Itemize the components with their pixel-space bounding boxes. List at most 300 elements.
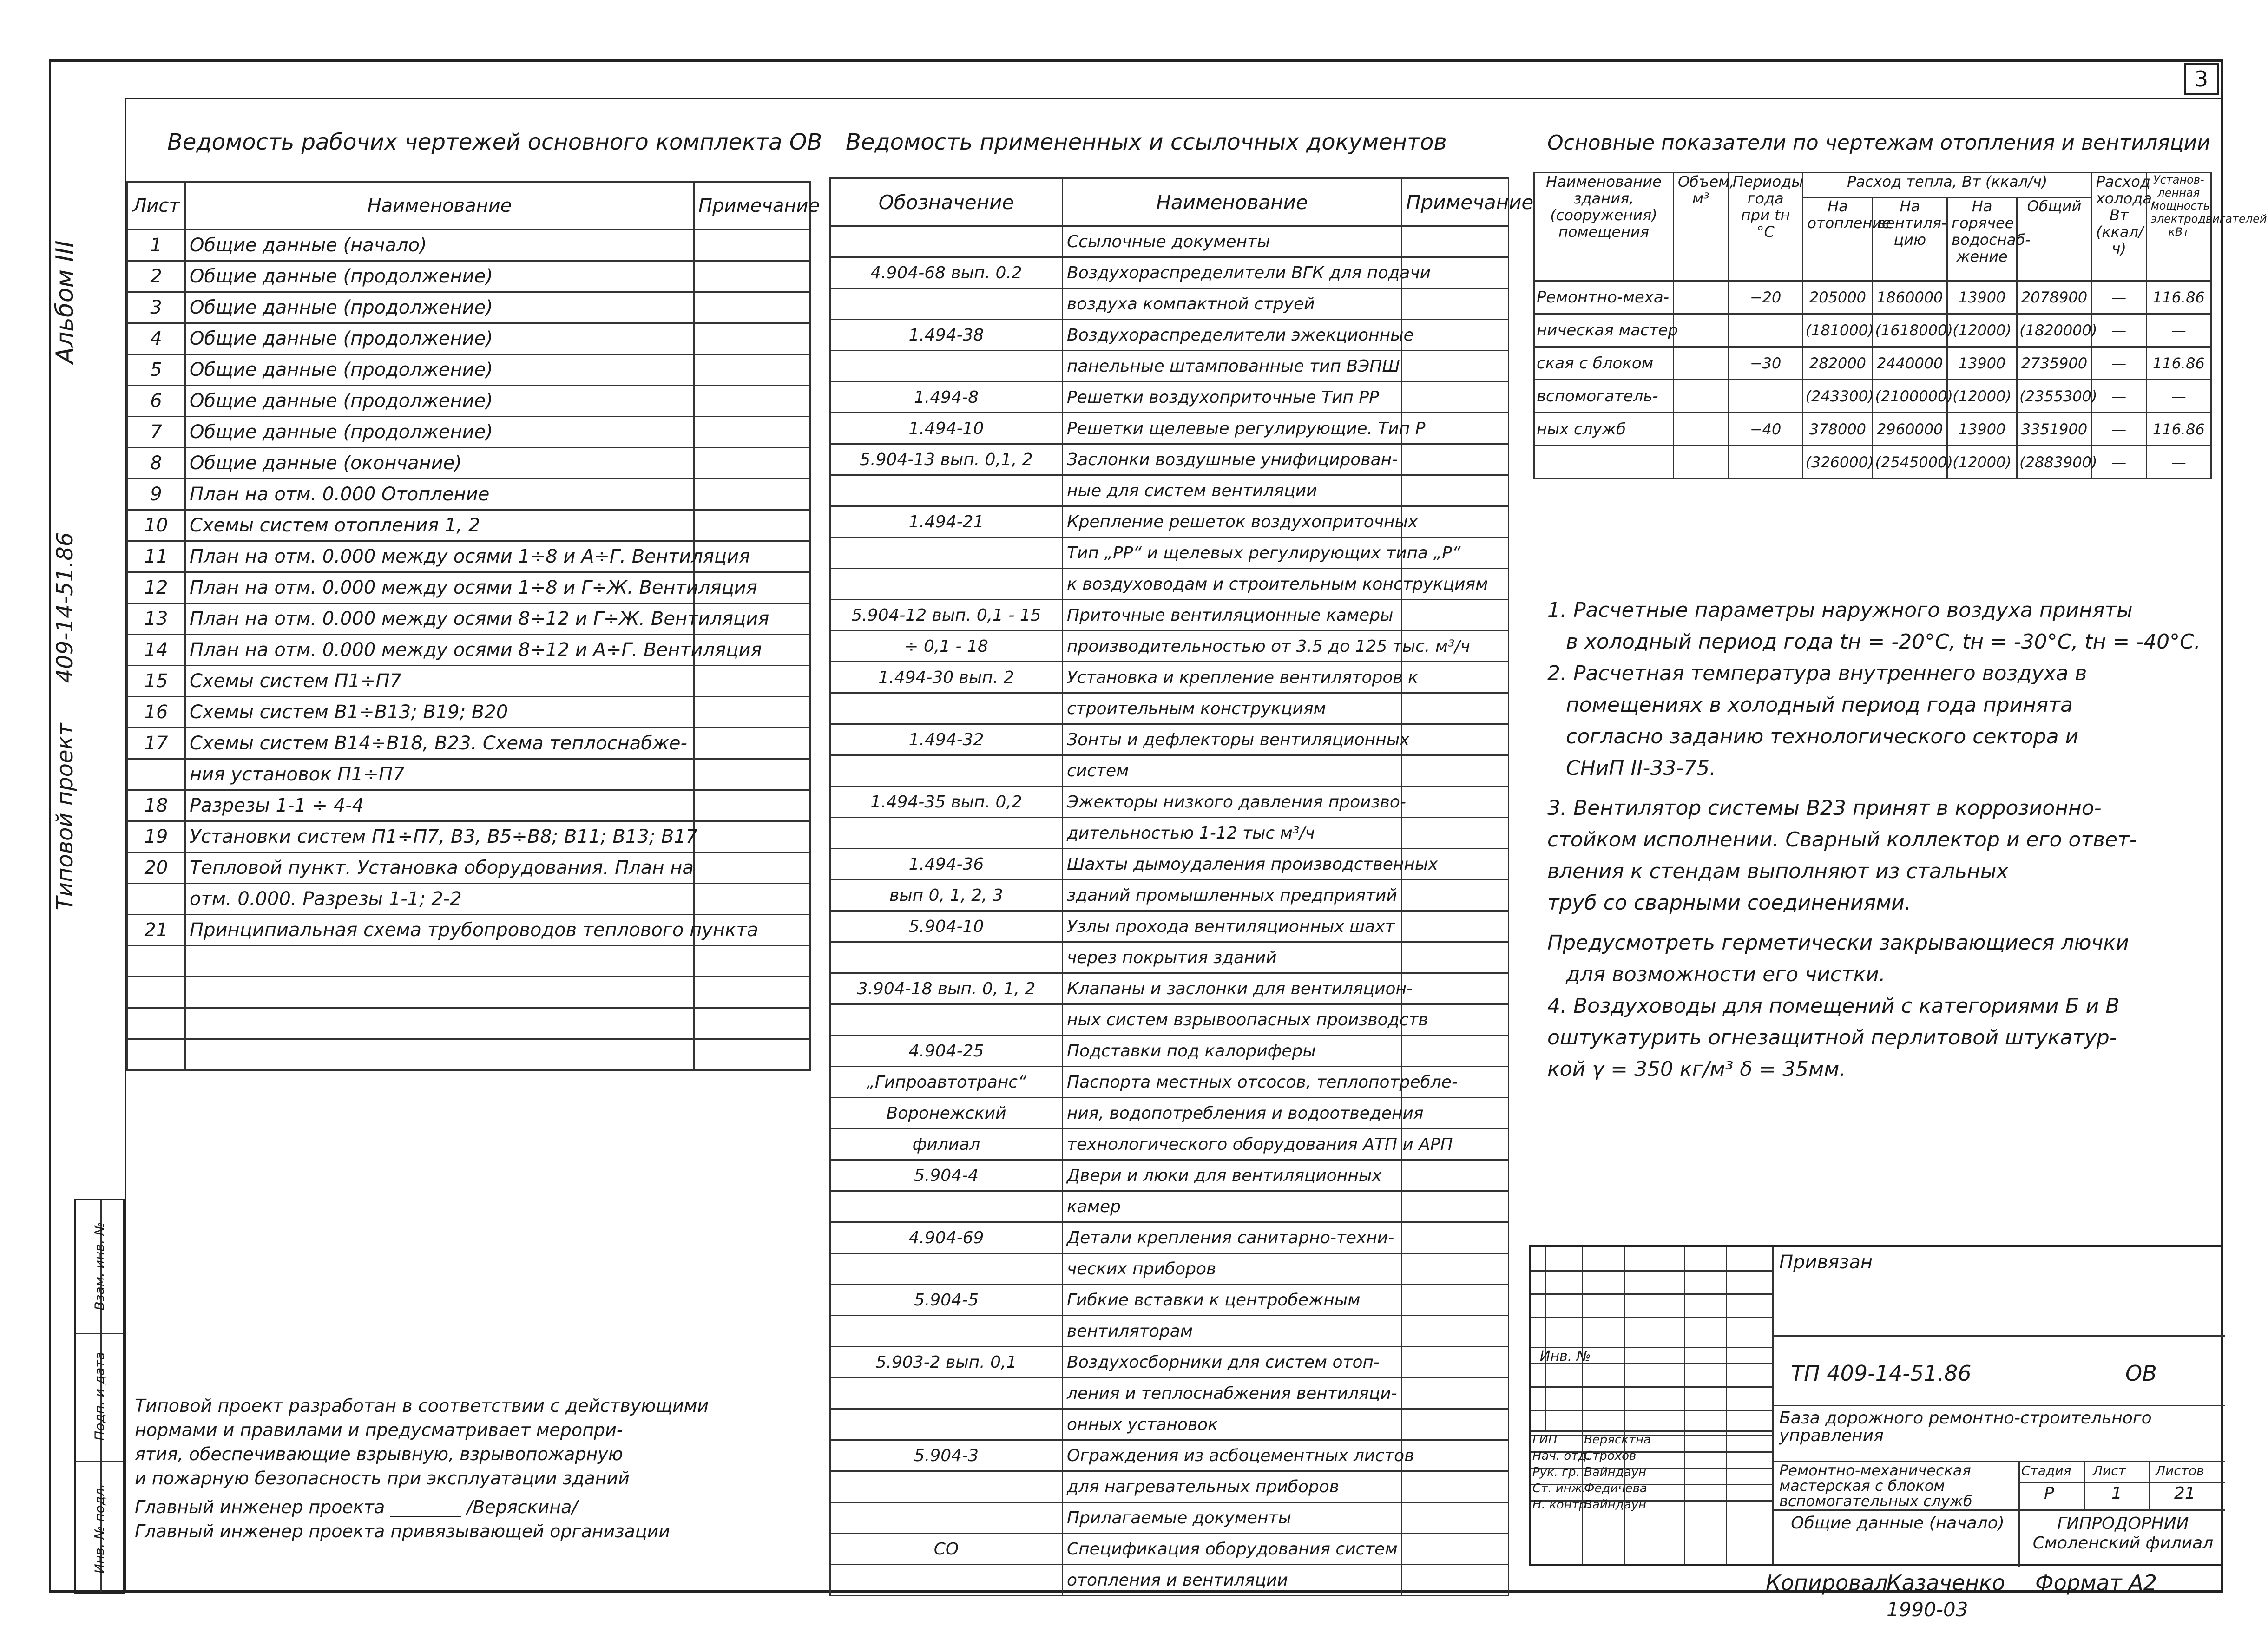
doc-code: 5.904-4: [830, 1160, 1063, 1191]
sheet-name: Общие данные (продолжение): [185, 386, 694, 417]
table-row: [830, 444, 1509, 475]
indicator-hot-water: (12000): [1947, 446, 2017, 479]
stage-header: Стадия: [2021, 1463, 2071, 1478]
note-line: 1. Расчетные параметры наружного воздуха приняты: [1547, 598, 2133, 622]
sheet-number: 3: [127, 292, 185, 323]
indicator-cold: —: [2091, 281, 2146, 314]
doc-name: Решетки воздухоприточные Тип РР: [1063, 382, 1402, 413]
sheet-number: 13: [127, 603, 185, 635]
sheet-number: [127, 1008, 185, 1039]
table-row: [127, 635, 810, 666]
sheets-value: 21: [2174, 1484, 2196, 1503]
sheet-number: 1: [127, 230, 185, 261]
sheet-name: отм. 0.000. Разрезы 1-1; 2-2: [185, 884, 694, 915]
doc-name: Узлы прохода вентиляционных шахт: [1063, 911, 1402, 942]
indicator-motor: 116.86: [2146, 413, 2211, 446]
sheet-note: [694, 1008, 810, 1039]
sheet-number: 11: [127, 541, 185, 572]
table-row: [127, 946, 810, 977]
doc-note: [1402, 1191, 1509, 1222]
indicator-heating: (243300): [1803, 380, 1873, 413]
indicator-total: (2883900): [2017, 446, 2092, 479]
table-row: [830, 1565, 1509, 1596]
table-row: [830, 787, 1509, 818]
doc-note: [1402, 600, 1509, 631]
indicator-total: 2078900: [2017, 281, 2092, 314]
doc-code: 4.904-69: [830, 1222, 1063, 1253]
sheet-name: [185, 977, 694, 1008]
table-row: [127, 1039, 810, 1070]
sheet-number: 4: [127, 323, 185, 354]
doc-code: [830, 351, 1063, 382]
table-row: [127, 541, 810, 572]
privyazan-label: Привязан: [1779, 1252, 1873, 1273]
table-row: [830, 1253, 1509, 1285]
drawings-list-title: Ведомость рабочих чертежей основного комплекта ОВ: [167, 129, 822, 155]
table-row: [1534, 413, 2211, 446]
signature-name: Вайндаун: [1584, 1498, 1646, 1512]
doc-note: [1402, 1471, 1509, 1502]
sheet-name: Общие данные (продолжение): [185, 323, 694, 354]
sheet-number: 12: [127, 572, 185, 603]
sheet-name: Общие данные (окончание): [185, 448, 694, 479]
table-row: [830, 631, 1509, 662]
sheet-number: 7: [127, 417, 185, 448]
table-row: [127, 759, 810, 790]
col-heating: На отопление: [1803, 197, 1873, 281]
sheet-name: Установки систем П1÷П7, В3, В5÷В8; В11; В13; В17: [185, 821, 694, 853]
indicator-ventilation: 2960000: [1873, 413, 1947, 446]
doc-name: Детали крепления санитарно-техни-: [1063, 1222, 1402, 1253]
table-row: [830, 413, 1509, 444]
doc-name: камер: [1063, 1191, 1402, 1222]
doc-name: ческих приборов: [1063, 1253, 1402, 1285]
album-label: Альбом III: [51, 240, 79, 364]
doc-code: [830, 1191, 1063, 1222]
sheet-number: [127, 1039, 185, 1070]
sheet-number: 2: [127, 261, 185, 292]
sheet-name: Общие данные (продолжение): [185, 417, 694, 448]
table-row: [127, 853, 810, 884]
doc-note: [1402, 1409, 1509, 1440]
doc-name: отопления и вентиляции: [1063, 1565, 1402, 1596]
table-row: [127, 230, 810, 261]
signature-row: [1531, 1465, 1726, 1482]
doc-code: 5.904-13 вып. 0,1, 2: [830, 444, 1063, 475]
table-row: [127, 1008, 810, 1039]
indicators-table: [1533, 172, 2267, 479]
indicator-volume: [1673, 380, 1728, 413]
table-row: [830, 1004, 1509, 1036]
table-row: [830, 1160, 1509, 1191]
signature-row: [1531, 1449, 1726, 1465]
sheet-name: Принципиальная схема трубопроводов теплового пункта: [185, 915, 694, 946]
doc-code: [830, 538, 1063, 569]
doc-name: Шахты дымоудаления производственных: [1063, 849, 1402, 880]
indicator-motor: —: [2146, 314, 2211, 347]
table-row: [830, 755, 1509, 787]
sheet-number: 20: [127, 853, 185, 884]
doc-note: [1402, 351, 1509, 382]
indicator-motor: —: [2146, 446, 2211, 479]
table-row: [830, 1222, 1509, 1253]
doc-note: [1402, 475, 1509, 506]
table-row: [830, 320, 1509, 351]
table-row: [127, 354, 810, 386]
doc-name: Спецификация оборудования систем: [1063, 1534, 1402, 1565]
doc-name: Ссылочные документы: [1063, 226, 1402, 257]
indicator-hot-water: 13900: [1947, 281, 2017, 314]
references-list-table: [829, 177, 1534, 1596]
sheet-number: 10: [127, 510, 185, 541]
note-line: 4. Воздуховоды для помещений с категориями Б и В: [1547, 994, 2120, 1018]
indicator-heating: (181000): [1803, 314, 1873, 347]
sheet-note: [694, 448, 810, 479]
sheet-name: Схемы систем отопления 1, 2: [185, 510, 694, 541]
sheet-name: План на отм. 0.000 между осями 1÷8 и Г÷Ж. Вентиляция: [185, 572, 694, 603]
statement-block: [135, 1394, 813, 1543]
company-name: ГИПРОДОРНИИ Смоленский филиал: [2032, 1514, 2214, 1553]
indicator-hot-water: 13900: [1947, 413, 2017, 446]
doc-name: Эжекторы низкого давления произво-: [1063, 787, 1402, 818]
table-row: [830, 506, 1509, 538]
table-row: [830, 1440, 1509, 1471]
col-sheet: Лист: [127, 182, 185, 230]
indicator-cold: —: [2091, 446, 2146, 479]
indicator-ventilation: 1860000: [1873, 281, 1947, 314]
doc-note: [1402, 226, 1509, 257]
sheet-name: План на отм. 0.000 между осями 8÷12 и А÷Г. Вентиляция: [185, 635, 694, 666]
side-project-code: 409-14-51.86: [52, 532, 78, 683]
sheet-note: [694, 884, 810, 915]
signature-role: Нач. отд.: [1532, 1449, 1591, 1463]
sheet-note: [694, 728, 810, 759]
doc-code: 5.904-3: [830, 1440, 1063, 1471]
sheet-number: 8: [127, 448, 185, 479]
table-row: [1534, 347, 2211, 380]
doc-note: [1402, 444, 1509, 475]
doc-code: [830, 1409, 1063, 1440]
table-row: [830, 600, 1509, 631]
sheet-number: 18: [127, 790, 185, 821]
note-line: оштукатурить огнезащитной перлитовой штукатур-: [1547, 1026, 2117, 1049]
indicator-total: 3351900: [2017, 413, 2092, 446]
doc-name: Тип „РР“ и щелевых регулирующих типа „Р“: [1063, 538, 1402, 569]
doc-code: [830, 1004, 1063, 1036]
indicator-volume: [1673, 281, 1728, 314]
table-row: [830, 538, 1509, 569]
table-row: [127, 448, 810, 479]
table-row: [1534, 446, 2211, 479]
doc-code: [830, 475, 1063, 506]
doc-note: [1402, 1253, 1509, 1285]
indicator-volume: [1673, 446, 1728, 479]
side-stamp: [74, 1199, 125, 1594]
doc-name: Паспорта местных отсосов, теплопотребле-: [1063, 1067, 1402, 1098]
note-line: кой γ = 350 кг/м³ δ = 35мм.: [1547, 1057, 1846, 1081]
sheet-note: [694, 1039, 810, 1070]
table-row: [830, 226, 1509, 257]
doc-code: „Гипроавтотранс“: [830, 1067, 1063, 1098]
indicator-period: −20: [1728, 281, 1803, 314]
signature-name: Федичева: [1584, 1482, 1647, 1495]
col-ventilation: На вентиля-цию: [1873, 197, 1947, 281]
doc-name: ния, водопотребления и водоотведения: [1063, 1098, 1402, 1129]
sheet-note: [694, 261, 810, 292]
doc-name: строительным конструкциям: [1063, 693, 1402, 724]
col-code: Обозначение: [830, 178, 1063, 226]
indicator-heating: 205000: [1803, 281, 1873, 314]
table-row: [830, 942, 1509, 973]
sheet-number: 9: [127, 479, 185, 510]
sheet-number: 16: [127, 697, 185, 728]
doc-code: [830, 942, 1063, 973]
doc-note: [1402, 818, 1509, 849]
table-row: [830, 911, 1509, 942]
indicator-ventilation: (2100000): [1873, 380, 1947, 413]
doc-code: 4.904-25: [830, 1036, 1063, 1067]
col-name: Наименование: [1063, 178, 1402, 226]
table-row: [127, 821, 810, 853]
table-row: [127, 977, 810, 1008]
indicator-hot-water: (12000): [1947, 314, 2017, 347]
table-row: [830, 1378, 1509, 1409]
sheet-name: Тепловой пункт. Установка оборудования. План на: [185, 853, 694, 884]
indicator-cold: —: [2091, 347, 2146, 380]
indicator-name: ская с блоком: [1534, 347, 1674, 380]
sheet-name: [185, 1039, 694, 1070]
format-label: Формат А2: [2035, 1570, 2157, 1595]
sheet-note: [694, 946, 810, 977]
indicator-total: (1820000): [2017, 314, 2092, 347]
indicator-cold: —: [2091, 314, 2146, 347]
doc-name: ные для систем вентиляции: [1063, 475, 1402, 506]
note-line: вления к стендам выполняют из стальных: [1547, 859, 2009, 883]
sheet-name: План на отм. 0.000 между осями 1÷8 и А÷Г. Вентиляция: [185, 541, 694, 572]
doc-code: [830, 1565, 1063, 1596]
col-heat-group: Расход тепла, Вт (ккал/ч): [1803, 173, 2091, 197]
doc-name: ных систем взрывоопасных производств: [1063, 1004, 1402, 1036]
doc-name: вентиляторам: [1063, 1316, 1402, 1347]
table-row: [830, 724, 1509, 755]
sheet-note: [694, 417, 810, 448]
signature-name: Строхов: [1584, 1449, 1637, 1463]
doc-name: Прилагаемые документы: [1063, 1502, 1402, 1534]
sheet-note: [694, 790, 810, 821]
sheet-name: Общие данные (продолжение): [185, 354, 694, 386]
copied-label: Копировал: [1766, 1570, 1888, 1595]
sheet-number: 15: [127, 666, 185, 697]
sheet-name: Общие данные (продолжение): [185, 261, 694, 292]
sheet-name: Общие данные (начало): [185, 230, 694, 261]
table-row: [1534, 314, 2211, 347]
table-row: [830, 973, 1509, 1004]
doc-name: Воздухораспределители ВГК для подачи: [1063, 257, 1402, 289]
doc-code: СО: [830, 1534, 1063, 1565]
table-row: [1534, 380, 2211, 413]
table-row: [830, 475, 1509, 506]
doc-note: [1402, 1534, 1509, 1565]
doc-note: [1402, 289, 1509, 320]
table-row: [1534, 281, 2211, 314]
doc-name: воздуха компактной струей: [1063, 289, 1402, 320]
doc-name: дительностью 1-12 тыс м³/ч: [1063, 818, 1402, 849]
doc-note: [1402, 320, 1509, 351]
col-total: Общий: [2017, 197, 2092, 281]
table-row: [127, 417, 810, 448]
doc-code: 1.494-21: [830, 506, 1063, 538]
sheet-number: [127, 884, 185, 915]
table-row: [830, 693, 1509, 724]
doc-note: [1402, 1565, 1509, 1596]
doc-note: [1402, 1440, 1509, 1471]
sheet-note: [694, 323, 810, 354]
indicator-ventilation: (2545000): [1873, 446, 1947, 479]
doc-name: к воздуховодам и строительным конструкциям: [1063, 569, 1402, 600]
doc-code: 1.494-32: [830, 724, 1063, 755]
col-period: Периоды года при tн °С: [1728, 173, 1803, 281]
indicator-name: ническая мастер: [1534, 314, 1674, 347]
doc-note: [1402, 755, 1509, 787]
sheet-number: 17: [127, 728, 185, 759]
table-row: [830, 1098, 1509, 1129]
table-row: [830, 257, 1509, 289]
doc-code: [830, 289, 1063, 320]
note-line: труб со сварными соединениями.: [1547, 891, 1911, 915]
doc-note: [1402, 1285, 1509, 1316]
table-row: [830, 1471, 1509, 1502]
sheet-name: План на отм. 0.000 Отопление: [185, 479, 694, 510]
title-block: [1529, 1245, 2223, 1566]
table-row: [127, 323, 810, 354]
note-line: 2. Расчетная температура внутреннего воздуха в: [1547, 662, 2087, 685]
indicators-title: Основные показатели по чертежам отопления и вентиляции: [1547, 131, 2210, 155]
sheet-note: [694, 853, 810, 884]
table-row: [127, 603, 810, 635]
copy-date: 1990-03: [1887, 1598, 1968, 1621]
indicator-heating: 282000: [1803, 347, 1873, 380]
sheet-name: Разрезы 1-1 ÷ 4-4: [185, 790, 694, 821]
table-row: [127, 479, 810, 510]
sheet-note: [694, 354, 810, 386]
note-line: стойком исполнении. Сварный коллектор и его ответ-: [1547, 828, 2137, 852]
table-row: [830, 1534, 1509, 1565]
table-row: [127, 386, 810, 417]
doc-name: Установка и крепление вентиляторов к: [1063, 662, 1402, 693]
indicator-period: [1728, 380, 1803, 413]
indicator-period: [1728, 446, 1803, 479]
signature-role: Ст. инж.: [1532, 1482, 1586, 1495]
sheet-number: 5: [127, 354, 185, 386]
doc-code: 1.494-36: [830, 849, 1063, 880]
doc-note: [1402, 1502, 1509, 1534]
statement-line: и пожарную безопасность при эксплуатации зданий: [135, 1468, 630, 1489]
table-row: [127, 915, 810, 946]
signature-name: Вайндаун: [1584, 1465, 1646, 1479]
doc-name: производительностью от 3.5 до 125 тыс. м³/ч: [1063, 631, 1402, 662]
doc-name: через покрытия зданий: [1063, 942, 1402, 973]
side-stamp-cell: Подп. и дата: [92, 1352, 107, 1441]
sheet-title: Общие данные (начало): [1791, 1514, 2005, 1533]
doc-code: 5.904-5: [830, 1285, 1063, 1316]
copied-name: Казаченко: [1887, 1570, 2005, 1595]
doc-code: 3.904-18 вып. 0, 1, 2: [830, 973, 1063, 1004]
doc-name: Воздухосборники для систем отоп-: [1063, 1347, 1402, 1378]
doc-code: [830, 1471, 1063, 1502]
sheet-name: [185, 1008, 694, 1039]
doc-code: Воронежский: [830, 1098, 1063, 1129]
statement-line: Главный инженер проекта привязывающей организации: [135, 1521, 671, 1541]
doc-note: [1402, 911, 1509, 942]
sheet-number: 6: [127, 386, 185, 417]
doc-name: Воздухораспределители эжекционные: [1063, 320, 1402, 351]
statement-line: Типовой проект разработан в соответствии с действующими: [135, 1396, 709, 1416]
sheet-number: [127, 946, 185, 977]
doc-note: [1402, 724, 1509, 755]
sheet-name: ния установок П1÷П7: [185, 759, 694, 790]
note-line: СНиП II-33-75.: [1566, 756, 1716, 780]
inv-no-label: Инв. №: [1540, 1348, 1591, 1364]
doc-code: [830, 818, 1063, 849]
project-mark: ОВ: [2125, 1361, 2157, 1386]
doc-code: 1.494-35 вып. 0,2: [830, 787, 1063, 818]
doc-code: [830, 569, 1063, 600]
col-building: Наименование здания, (сооружения) помещения: [1534, 173, 1674, 281]
table-row: [830, 289, 1509, 320]
doc-name: Решетки щелевые регулирующие. Тип Р: [1063, 413, 1402, 444]
references-list-title: Ведомость примененных и ссылочных документов: [846, 129, 1447, 155]
table-row: [127, 728, 810, 759]
doc-name: Заслонки воздушные унифицирован-: [1063, 444, 1402, 475]
indicator-volume: [1673, 314, 1728, 347]
indicator-name: вспомогатель-: [1534, 380, 1674, 413]
doc-note: [1402, 787, 1509, 818]
doc-note: [1402, 1378, 1509, 1409]
doc-note: [1402, 942, 1509, 973]
table-row: [830, 1316, 1509, 1347]
table-row: [830, 1036, 1509, 1067]
table-row: [127, 292, 810, 323]
sheet-number: 21: [127, 915, 185, 946]
sheet-note: [694, 666, 810, 697]
side-project-label: Типовой проект: [52, 723, 78, 911]
indicator-heating: 378000: [1803, 413, 1873, 446]
note-line: помещениях в холодный период года принята: [1566, 693, 2073, 717]
project-code: ТП 409-14-51.86: [1791, 1361, 1972, 1386]
doc-code: [830, 226, 1063, 257]
sheet-name: Схемы систем В1÷В13; В19; В20: [185, 697, 694, 728]
indicator-motor: 116.86: [2146, 281, 2211, 314]
doc-name: Клапаны и заслонки для вентиляцион-: [1063, 973, 1402, 1004]
corner-sheet-number: 3: [2184, 63, 2219, 95]
statement-line: ятия, обеспечивающие взрывную, взрывопожарную: [135, 1444, 623, 1464]
doc-code: 1.494-30 вып. 2: [830, 662, 1063, 693]
table-row: [127, 666, 810, 697]
doc-code: [830, 1378, 1063, 1409]
doc-note: [1402, 506, 1509, 538]
note-line: Предусмотреть герметически закрывающиеся лючки: [1547, 931, 2129, 955]
doc-name: Гибкие вставки к центробежным: [1063, 1285, 1402, 1316]
doc-code: 1.494-10: [830, 413, 1063, 444]
col-cold: Расход холода, Вт (ккал/ч): [2091, 173, 2146, 281]
doc-name: для нагревательных приборов: [1063, 1471, 1402, 1502]
note-line: в холодный период года tн = -20°С, tн = -30°С, tн = -40°С.: [1566, 630, 2201, 654]
object-name: Ремонтно-механическая мастерская с блоком вспомогательных служб: [1779, 1462, 1972, 1510]
table-row: [830, 382, 1509, 413]
sheet-number: 19: [127, 821, 185, 853]
organization: База дорожного ремонтно-строительного управления: [1779, 1409, 2152, 1445]
table-row: [830, 1347, 1509, 1378]
